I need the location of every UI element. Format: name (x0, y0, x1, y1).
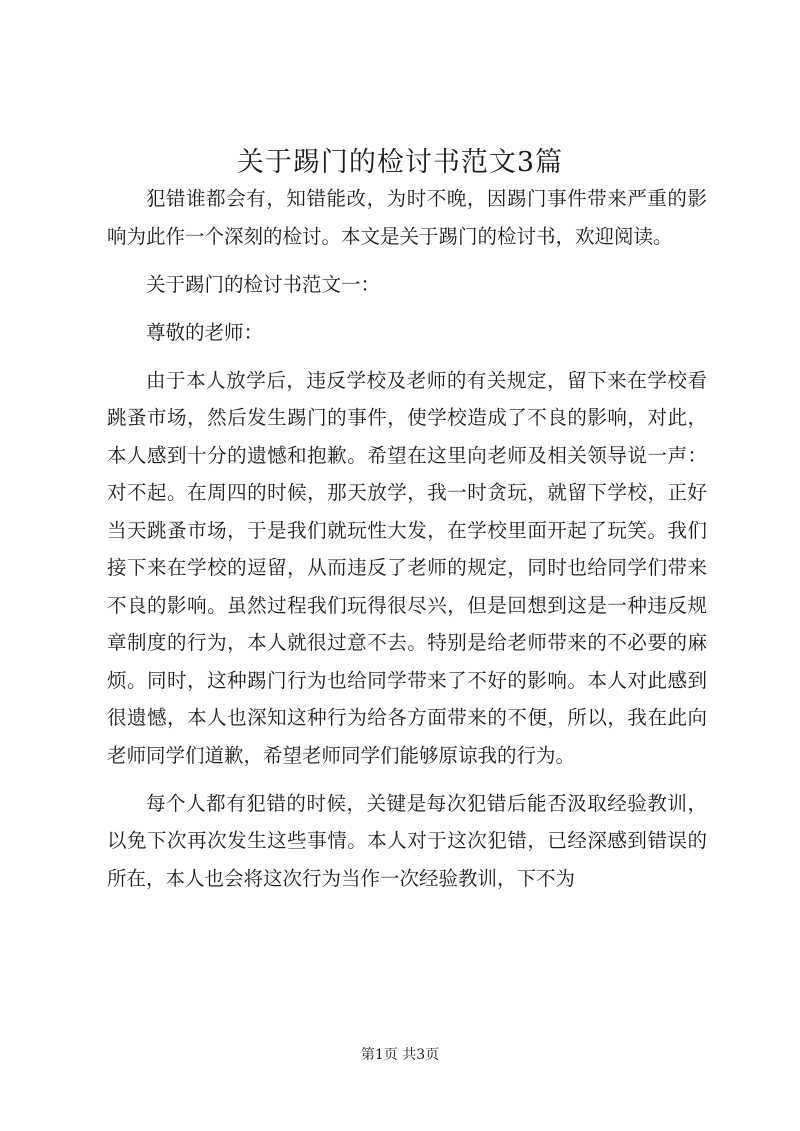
paragraph-intro: 犯错谁都会有，知错能改，为时不晚，因踢门事件带来严重的影响为此作一个深刻的检讨。本文是关于踢门的检讨书，欢迎阅读。 (107, 187, 707, 248)
paragraph-main: 由于本人放学后，违反学校及老师的有关规定，留下来在学校看跳蚤市场，然后发生踢门的事件，使学校造成了不良的影响，对此，本人感到十分的遗憾和抱歉。希望在这里向老师及相关领导说一声：对不起。在周四的时候，那天放学，我一时贪玩，就留下学校，正好当天跳蚤市场，于是我们就玩性大发，在学校里面开起了玩笑。我们接下来在学校的逗留，从而违反了老师的规定，同时也给同学们带来不良的影响。虽然过程我们玩得很尽兴，但是回想到这是一种违反规章制度的行为，本人就很过意不去。特别是给老师带来的不必要的麻烦。同时，这种踢门行为也给同学带来了不好的影响。本人对此感到很遗憾，本人也深知这种行为给各方面带来的不便，所以，我在此向老师同学们道歉，希望老师同学们能够原谅我的行为。 (107, 368, 707, 767)
paragraph-closing: 每个人都有犯错的时候，关键是每次犯错后能否汲取经验教训，以免下次再次发生这些事情。本人对于这次犯错，已经深感到错误的所在，本人也会将这次行为当作一次经验教训，下不为 (107, 791, 707, 890)
document-title: 关于踢门的检讨书范文3篇 (236, 147, 564, 178)
document-body (107, 180, 707, 908)
paragraph-salutation: 尊敬的老师： (146, 320, 264, 344)
page-number-footer: 第1页 共3页 (360, 1047, 440, 1063)
paragraph-section-heading: 关于踢门的检讨书范文一： (146, 272, 381, 296)
